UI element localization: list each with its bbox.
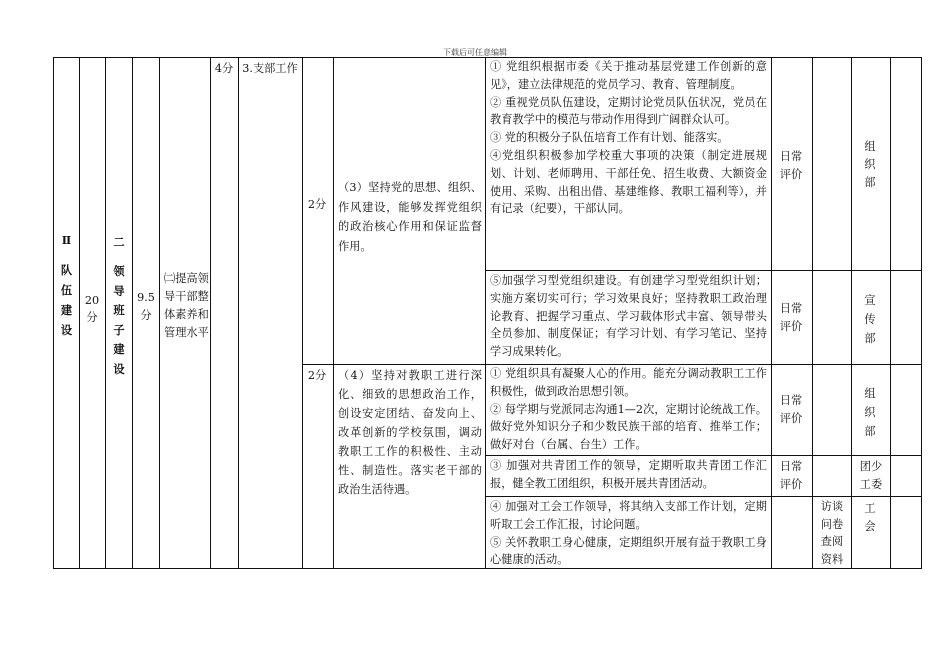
item-text: ㈡提高领导干部整体素养和管理水平 [164,272,209,339]
detail-item: ③ 党的积极分子队伍培育工作有计划、能落实。 [490,131,729,145]
detail-item: ② 每学期与党派同志沟通1—2次，定期讨论统战工作。做好党外知识分子和少数民族干部的培育、推举工作；做好对台（台属、台生）工作。 [490,402,767,452]
detail-item: ② 重视党员队伍建设，定期讨论党员队伍状况，党员在教育教学中的模范与带动作用得到广阔群众认可。 [490,95,767,127]
responsible-dept: 工会 [864,502,876,533]
detail-block [486,457,771,493]
evaluation-method: 日常评价 [779,302,803,333]
detail-item: ① 党组织根据市委《关于推动基层党建工作创新的意见》，建立法律规范的党员学习、教育、管理制度。 [490,60,767,91]
criterion-score: 2分 [307,198,327,211]
detail-block [486,58,771,218]
responsible-dept: 宣传部 [864,294,876,345]
evaluation-method: 日常评价 [779,394,803,425]
detail-block [486,498,771,569]
work-label: 3.支部工作 [242,62,298,75]
criterion-score: 2分 [307,369,327,382]
category-score: 20分 [84,294,100,324]
subcategory-cell [106,232,132,379]
responsible-dept: 组织部 [864,140,876,189]
responsible-dept: 组织部 [864,387,876,438]
category-numeral: Ⅱ [61,233,72,247]
subcategory-score: 9.5分 [137,291,155,322]
category-cell [54,230,79,340]
category-label: 队伍建设 [60,263,73,337]
detail-item: ④党组织积极参加学校重大事项的决策（制定进展规划、计划、老师聘用、干部任免、招生收费、大额资金使用、采购、出租出借、基建维修、教职工福利等），并有记录（纪要），干部认同。 [490,148,767,216]
subcategory-label: 领导班子建设 [113,264,125,376]
detail-item: ④ 加强对工会工作领导，将其纳入支部工作计划，定期听取工会工作汇报，讨论问题。 [490,500,767,531]
detail-item: ⑤加强学习型党组织建设。有创建学习型党组织计划；实施方案切实可行；学习效果良好；坚持教职工政治理论教育、把握学习重点、学习载体形式丰富、领导带头全员参加、制度保证；有学习计划、有学习笔记、坚持学习成果转化。 [490,274,767,359]
detail-block [486,272,771,361]
responsible-dept: 团少工委 [859,460,883,491]
evaluation-method: 日常评价 [779,460,803,491]
evaluation-method-detail: 访谈问卷查阅资料 [820,500,844,566]
header-note: 下载后可任意编辑 [443,48,507,57]
detail-item: ① 党组织具有凝聚人心的作用。能充分调动教职工工作积极性，做到政治思想引领。 [490,367,767,398]
subcategory-numeral: 二 [113,235,125,249]
item-score: 4分 [214,62,234,75]
criterion-text: （4）坚持对教职工进行深化、细致的思想政治工作，创设安定团结、奋发向上、改革创新的学校氛围，调动教职工工作的积极性、主动性、制造性。落实老干部的政治生活待遇。 [338,369,482,496]
detail-item: ③ 加强对共青团工作的领导，定期听取共青团工作汇报，健全教工团组织，积极开展共青团活动。 [490,459,767,490]
detail-item: ⑤ 关怀教职工身心健康，定期组织开展有益于教职工身心健康的活动。 [490,535,767,567]
detail-block [486,365,771,454]
evaluation-method: 日常评价 [779,150,803,181]
criterion-text: （3）坚持党的思想、组织、作风建设，能够发挥党组织的政治核心作用和保证监督作用。 [338,181,482,253]
